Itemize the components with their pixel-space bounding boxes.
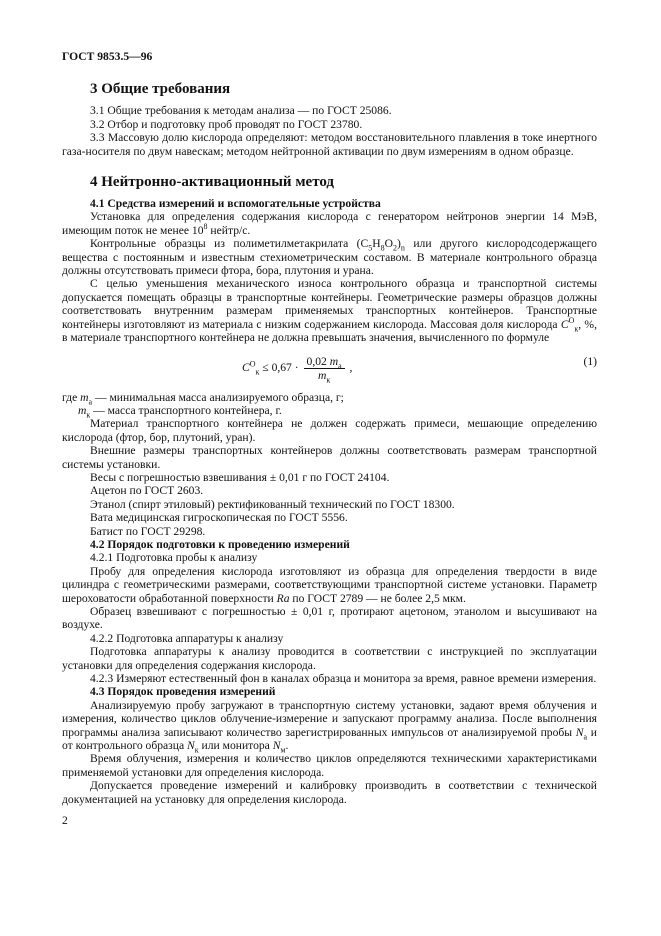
paragraph-3-3: 3.3 Массовую долю кислорода определяют: методом восстановительного плавления в токе инертного газа-носителя по двум навескам; методом нейтронной активации по двум измерениям в одном образце.	[62, 131, 597, 158]
paragraph-3-2: 3.2 Отбор и подготовку проб проводят по ГОСТ 23780.	[90, 117, 363, 131]
subsection-4-3-heading: 4.3 Порядок проведения измерений	[90, 685, 276, 699]
subscript: м	[280, 745, 286, 755]
numerator	[304, 355, 345, 369]
text: ,	[346, 360, 353, 374]
variable: m	[329, 354, 339, 368]
superscript: O	[568, 315, 575, 325]
superscript: 8	[203, 221, 208, 231]
text: и от контрольного образца	[62, 725, 597, 753]
text: С целью уменьшения механического износа контрольного образца и транспортной системы допускается помещать образцы в транспортные контейнеры. Геометрические размеры образцов должны соответствовать внутренним размерам применяемых транспортных контейнеров. Транспортные контейнеры изготовляют из материала с низким содержанием кислорода. Массовая доля кислорода	[62, 277, 597, 331]
subscript: к	[194, 745, 199, 755]
variable: N	[187, 739, 195, 753]
text: Контрольные образцы из полиметилметакрилата (C	[90, 237, 369, 251]
variable: Ra	[276, 591, 290, 605]
subscript: 2	[393, 243, 398, 253]
paragraph	[62, 565, 597, 605]
subscript: а	[583, 731, 588, 741]
text: — минимальная масса анализируемого образца, г;	[92, 390, 344, 404]
paragraph: Ацетон по ГОСТ 2603.	[90, 484, 204, 498]
subscript: а	[88, 396, 93, 406]
paragraph-installation	[62, 210, 597, 237]
superscript: O	[249, 358, 256, 368]
paragraph: Внешние размеры транспортных контейнеров должны соответствовать размерам транспортной системы установки.	[62, 444, 597, 471]
denominator	[304, 369, 345, 382]
text: нейтр/с.	[207, 223, 251, 237]
text: Установка для определения содержания кислорода с генератором нейтронов энергии 14 МэВ, имеющим поток не менее 10	[62, 210, 597, 237]
text: — масса транспортного контейнера, г.	[90, 403, 282, 417]
formula-legend	[62, 391, 597, 418]
page-number: 2	[62, 814, 68, 828]
formula-1	[62, 349, 597, 389]
paragraph: 4.2.2 Подготовка аппаратуры к анализу	[90, 631, 284, 645]
formula-number: (1)	[583, 354, 597, 368]
text: .	[285, 739, 289, 753]
text: )	[397, 237, 401, 251]
variable: m	[80, 390, 89, 404]
variable: N	[575, 725, 584, 739]
subscript: n	[400, 243, 405, 253]
paragraph: 4.2.1 Подготовка пробы к анализу	[90, 551, 258, 565]
text: 0,02	[306, 354, 330, 368]
paragraph: Вата медицинская гигроскопическая по ГОСТ 5556.	[90, 511, 348, 525]
running-header: ГОСТ 9853.5—96	[62, 50, 153, 63]
subsection-4-2-heading: 4.2 Порядок подготовки к проведению измерений	[90, 537, 350, 551]
variable: N	[272, 739, 281, 753]
variable: C	[242, 360, 250, 374]
text: , %, в материале транспортного контейнера не должна превышать значения, вычисленного по формуле	[62, 317, 597, 345]
paragraph: 4.2.3 Измеряют естественный фон в каналах образца и монитора за время, равное времени измерения.	[90, 672, 597, 686]
paragraph: Допускается проведение измерений и калибровку производить в соответствии с технической документацией на установку для определения кислорода.	[62, 779, 597, 806]
subscript: к	[326, 374, 331, 384]
paragraph: Весы с погрешностью взвешивания ± 0,01 г по ГОСТ 24104.	[90, 470, 390, 484]
paragraph: Материал транспортного контейнера не должен содержать примеси, мешающие определению кислорода (фтор, бор, плутоний, уран).	[62, 417, 597, 444]
paragraph: Время облучения, измерения и количество циклов определяются техническими характеристиками применяемой установки для определения кислорода.	[62, 752, 597, 779]
paragraph-containers	[62, 277, 597, 344]
paragraph	[62, 699, 597, 753]
text: по ГОСТ 2789 — не более 2,5 мкм.	[289, 591, 466, 605]
subscript: к	[255, 366, 260, 376]
subscript: к	[574, 324, 579, 333]
paragraph: Этанол (спирт этиловый) ректификованный технический по ГОСТ 18300.	[90, 497, 455, 511]
operator: ≤ 0,67 ·	[259, 360, 302, 374]
legend-row	[62, 391, 597, 404]
text: Пробу для определения кислорода изготовляют из образца для определения твердости в виде цилиндра с геометрическими размерами, соответствующими транспортной системе установки. Параметр шероховатости обработанной поверхности	[62, 564, 597, 605]
variable: m	[78, 403, 87, 417]
document-page	[62, 50, 597, 828]
legend-row	[62, 403, 597, 420]
paragraph: Батист по ГОСТ 29298.	[90, 524, 206, 538]
paragraph: Образец взвешивают с погрешностью ± 0,01 г, протирают ацетоном, этанолом и высушивают на воздухе.	[62, 605, 597, 632]
fraction	[304, 355, 345, 382]
formula-body	[242, 355, 352, 382]
text: или другого кислородсодержащего вещества с постоянным и известным стехиометрическим составом. В материале контрольного образца должны отсутствовать примеси фтора, бора, плутония и урана.	[62, 237, 597, 278]
variable: C	[560, 317, 569, 331]
section-4-heading: 4 Нейтронно-активационный метод	[90, 174, 335, 191]
subsection-4-1-heading: 4.1 Средства измерений и вспомогательные устройства	[90, 197, 381, 211]
subscript: к	[86, 410, 91, 420]
text: Анализируемую пробу загружают в транспортную систему установки, задают время облучения и измерения, количество циклов облучение-измерение и запускают программу анализа. После выполнения программы анализа записывают количество зарегистрированных импульсов от анализируемой пробы	[62, 698, 597, 739]
variable: m	[317, 368, 327, 382]
text: H	[372, 237, 381, 251]
text: или монитора	[198, 739, 273, 753]
section-3-heading: 3 Общие требования	[90, 81, 231, 98]
paragraph: Подготовка аппаратуры к анализу проводится в соответствии с инструкцией по эксплуатации установки для определения содержания кислорода.	[62, 645, 597, 672]
text: где	[62, 390, 81, 404]
subscript: а	[338, 360, 342, 370]
text: O	[384, 237, 394, 251]
paragraph-3-1: 3.1 Общие требования к методам анализа — по ГОСТ 25086.	[90, 104, 392, 118]
paragraph-control-samples	[62, 237, 597, 277]
subscript: 5	[368, 243, 373, 253]
subscript: 8	[380, 243, 385, 253]
